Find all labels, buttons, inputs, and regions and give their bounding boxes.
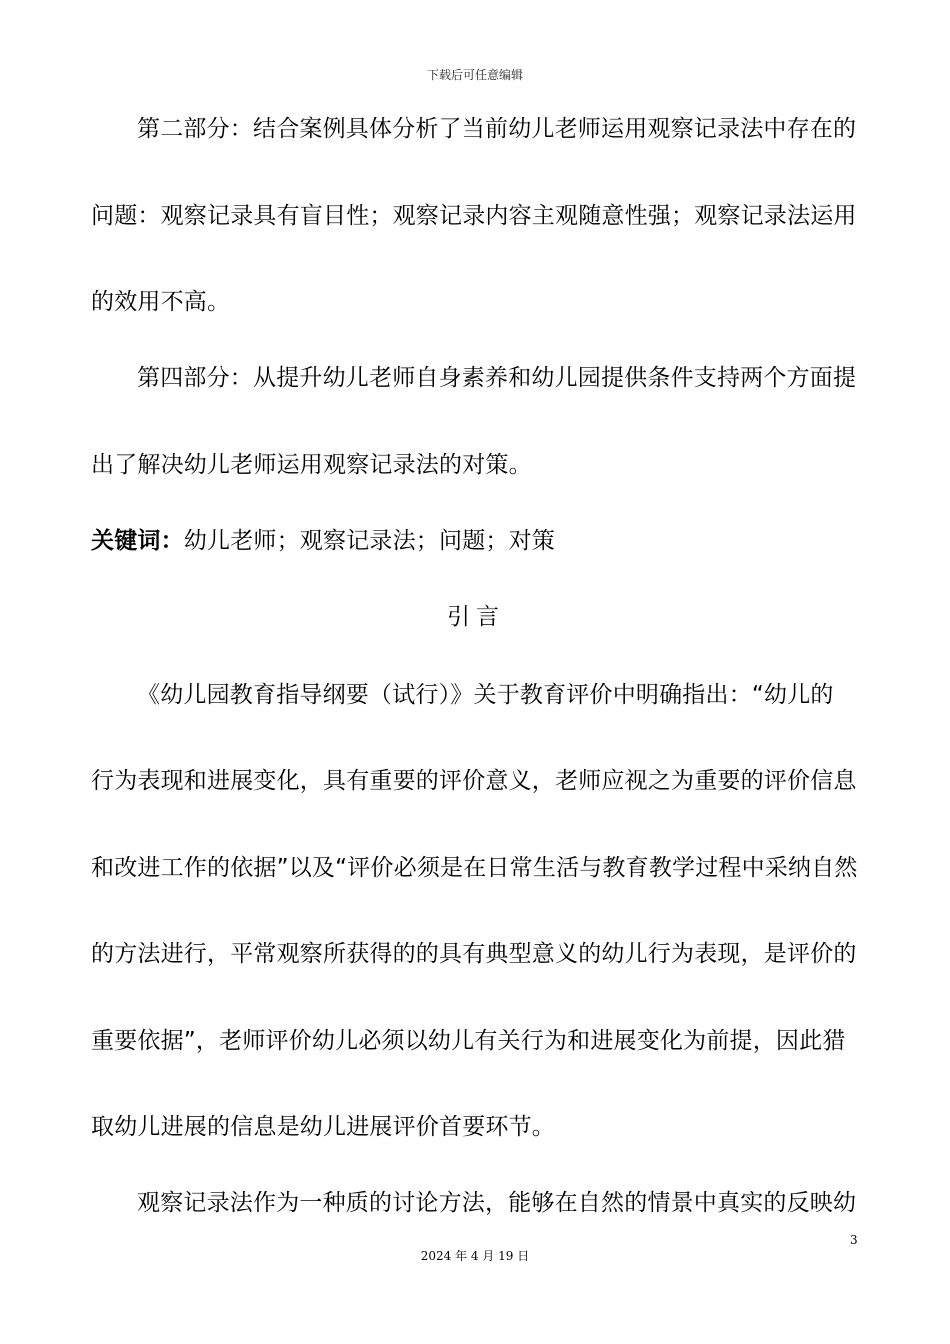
- paragraph-line: 的效用不高。: [91, 289, 231, 315]
- paragraph-line: 《幼儿园教育指导纲要（试行）》关于教育评价中明确指出：“幼儿的: [137, 681, 834, 708]
- keywords-line: [91, 518, 861, 594]
- paragraph-line: 重要依据”，老师评价幼儿必须以幼儿有关行为和进展变化为前提，因此猎: [91, 1027, 846, 1054]
- paragraph-line: 出了解决幼儿老师运用观察记录法的对策。: [91, 451, 532, 478]
- page-footer-date: 2024 年 4 月 19 日: [420, 1249, 530, 1263]
- paragraph-line: 第二部分：结合案例具体分析了当前幼儿老师运用观察记录法中存在的: [137, 116, 857, 142]
- keywords-label: 关键词：: [91, 527, 184, 554]
- paragraph-line: 观察记录法作为一种质的讨论方法，能够在自然的情景中真实的反映幼: [137, 1190, 857, 1216]
- paragraph-line: 问题：观察记录具有盲目性；观察记录内容主观随意性强；观察记录法运用: [91, 202, 857, 229]
- keywords-text: 幼儿老师；观察记录法；问题；对策: [183, 527, 556, 554]
- paragraph-line: 行为表现和进展变化，具有重要的评价意义，老师应视之为重要的评价信息: [91, 768, 857, 794]
- paragraph-line: 和改进工作的依据”以及“评价必须是在日常生活与教育教学过程中采纳自然: [91, 854, 858, 881]
- section-heading: 引言: [447, 603, 505, 630]
- page-header: 下载后可任意编辑: [426, 68, 523, 82]
- paragraph-line: 的方法进行，平常观察所获得的的具有典型意义的幼儿行为表现，是评价的: [91, 941, 857, 967]
- document-body: [91, 106, 861, 1267]
- paragraph-line: 取幼儿进展的信息是幼儿进展评价首要环节。: [91, 1114, 555, 1140]
- paragraph-line: 第四部分：从提升幼儿老师自身素养和幼儿园提供条件支持两个方面提: [137, 365, 857, 391]
- page-number: 3: [850, 1233, 858, 1247]
